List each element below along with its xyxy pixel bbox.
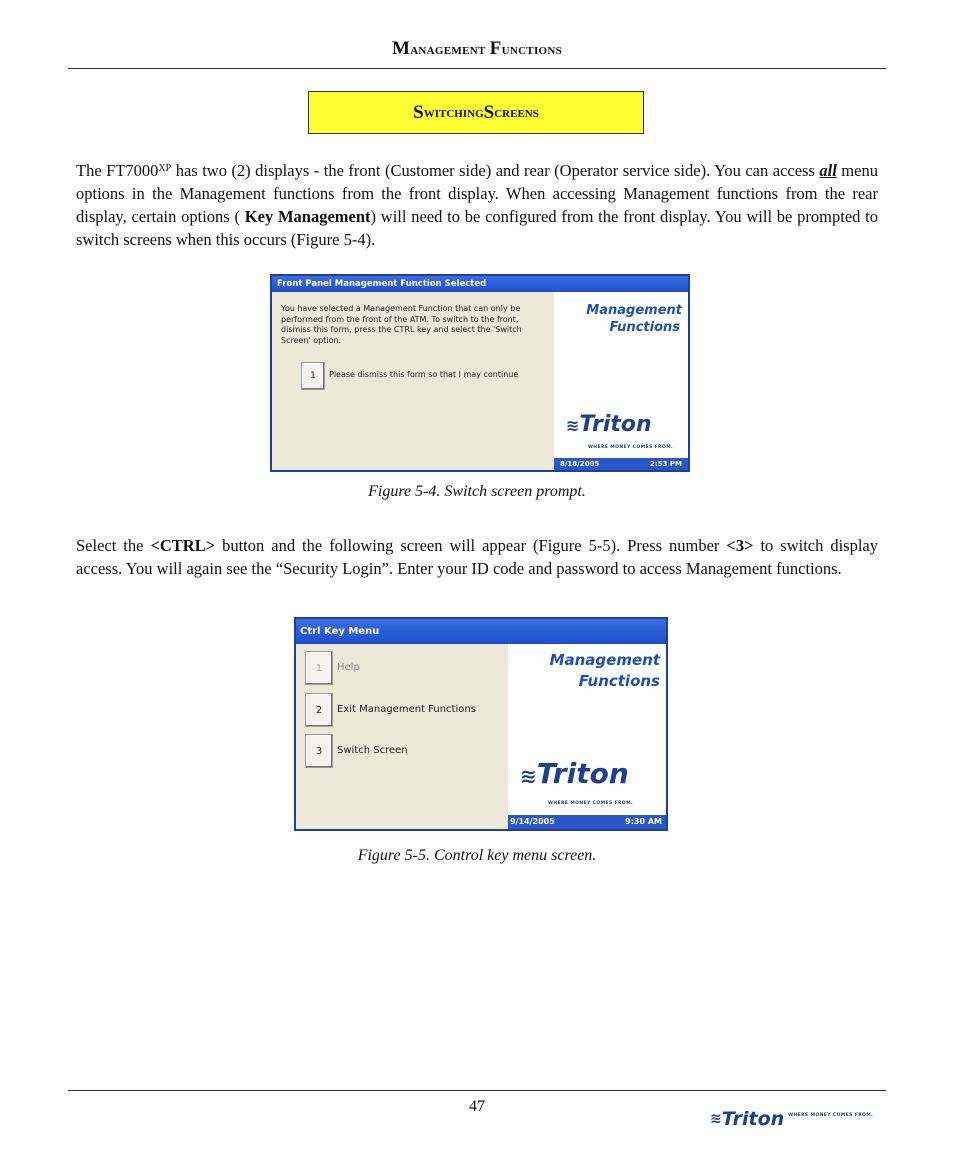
menu-item-help: Help	[337, 662, 360, 673]
page-number: 47	[469, 1098, 485, 1115]
help-key-button[interactable]: 1	[305, 651, 333, 685]
triton-logo: ≋Triton WHERE MONEY COMES FROM.	[520, 757, 634, 806]
ctrl-paragraph: Select the <CTRL> button and the following screen will appear (Figure 5-5). Press number <3> to switch display access. You will again see the “Security Login”. Enter your ID code and password to access Management functions.	[76, 536, 879, 578]
brand-title: Management Functions	[549, 651, 660, 690]
triton-logo: ≋Triton WHERE MONEY COMES FROM.	[566, 412, 674, 450]
figure-ctrl-key-menu	[294, 617, 668, 831]
superscript: XP	[158, 163, 172, 174]
triton-swoosh-icon: ≋	[710, 1111, 722, 1127]
menu-item-switch-screen: Switch Screen	[337, 745, 408, 756]
time-readout: 2:53 PM	[650, 460, 682, 468]
brand-panel	[508, 644, 666, 829]
brand-panel	[554, 292, 688, 470]
intro-paragraph: The $FT7000^{XP}$ has two (2) displays - the front (Customer side) and rear (Operator service side). You can access all menu options in the Management functions from the front display. When accessing Management functions from the rear display, certain options ( Key Management) will need to be configured from the front display. You will be prompted to switch screens when this occurs (Figure 5-4).	[76, 161, 878, 249]
prompt-message: You have selected a Management Function that can only be performed from the front of the ATM. To switch to the front, dismiss this form, press the CTRL key and select the 'Switch Screen' option.	[281, 304, 522, 345]
window-titlebar: Front Panel Management Function Selected	[272, 276, 688, 292]
brand-title: Management Functions	[586, 303, 682, 335]
header-rule	[68, 68, 886, 69]
footer-triton-logo: ≋ Triton WHERE MONEY COMES FROM.	[710, 1108, 874, 1130]
switch-screen-key-button[interactable]: 3	[305, 734, 333, 768]
window-titlebar: Ctrl Key Menu	[296, 619, 666, 644]
figure-caption-2: Figure 5-5. Control key menu screen.	[357, 847, 597, 864]
figure-switch-screen-prompt	[270, 274, 690, 472]
dismiss-label: Please dismiss this form so that I may continue	[329, 370, 519, 379]
section-heading: S witching S creens	[308, 91, 644, 134]
date-readout: 8/18/2005	[560, 460, 600, 468]
status-bar	[508, 815, 666, 829]
figure-caption-1: Figure 5-4. Switch screen prompt.	[368, 483, 586, 500]
exit-management-key-button[interactable]: 2	[305, 693, 333, 727]
status-bar	[554, 458, 688, 470]
date-readout: 9/14/2005	[510, 817, 555, 826]
time-readout: 9:30 AM	[625, 817, 662, 826]
menu-item-exit-management: Exit Management Functions	[337, 704, 476, 715]
page-header-title: Management Functions	[391, 38, 563, 59]
triton-swoosh-icon: ≋	[566, 416, 580, 435]
triton-swoosh-icon: ≋	[520, 764, 537, 788]
dismiss-key-button[interactable]: 1	[301, 362, 325, 390]
footer-rule	[68, 1090, 886, 1091]
